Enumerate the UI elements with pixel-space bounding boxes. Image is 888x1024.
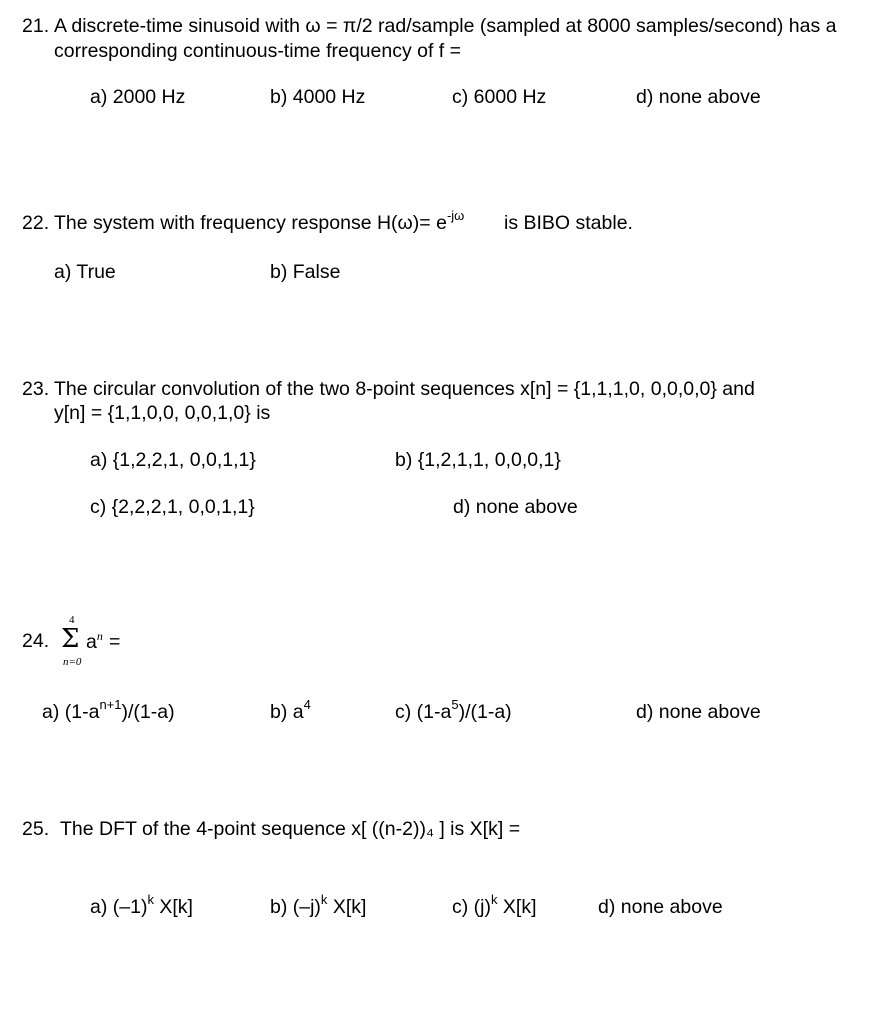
q23-option-b: b) {1,2,1,1, 0,0,0,1} bbox=[395, 449, 561, 471]
q25-option-c-prefix: c) (j) bbox=[452, 896, 491, 918]
q21-number: 21. bbox=[22, 15, 50, 37]
q24-option-b-exp: 4 bbox=[303, 697, 311, 712]
q24-option-a-suffix: )/(1-a) bbox=[121, 701, 175, 723]
sum-term bbox=[86, 629, 103, 653]
sum-term-base: a bbox=[86, 631, 97, 653]
q25-option-a-exp: k bbox=[147, 892, 154, 907]
q23-line1: The circular convolution of the two 8-point sequences x[n] = {1,1,1,0, 0,0,0,0} and bbox=[54, 378, 755, 400]
q23-line2: y[n] = {1,1,0,0, 0,0,1,0} is bbox=[54, 402, 271, 424]
q22-option-b: b) False bbox=[270, 261, 341, 283]
q23-option-c: c) {2,2,2,1, 0,0,1,1} bbox=[90, 496, 255, 518]
sum-term-exponent: n bbox=[96, 629, 103, 643]
q22-text-after: is BIBO stable. bbox=[504, 212, 633, 234]
q24-option-b-prefix: b) a bbox=[270, 701, 304, 723]
q23-option-d: d) none above bbox=[453, 496, 578, 518]
q25-option-c-exp: k bbox=[490, 892, 498, 907]
q22-exponent: -jω bbox=[446, 208, 465, 223]
q21-option-a: a) 2000 Hz bbox=[90, 86, 186, 108]
q25-option-c bbox=[452, 892, 537, 918]
sum-lower-limit: n=0 bbox=[63, 656, 82, 668]
q24-option-c-prefix: c) (1-a bbox=[395, 701, 452, 723]
q25-option-a bbox=[90, 892, 193, 918]
q24-option-c-exp: 5 bbox=[451, 697, 459, 712]
q25-option-d: d) none above bbox=[598, 896, 723, 918]
q24-option-a-prefix: a) (1-a bbox=[42, 701, 100, 723]
q22-number: 22. bbox=[22, 212, 50, 234]
q21-option-d: d) none above bbox=[636, 86, 761, 108]
q24-option-a-exp: n+1 bbox=[99, 697, 122, 712]
q21-line2: corresponding continuous-time frequency of f = bbox=[54, 40, 462, 62]
q25-option-b-exp: k bbox=[320, 892, 328, 907]
q25-option-b-suffix: X[k] bbox=[327, 896, 367, 918]
q24-option-a bbox=[42, 697, 175, 723]
q24-number: 24. bbox=[22, 630, 50, 652]
sum-upper-limit: 4 bbox=[69, 614, 75, 626]
q21-line1: A discrete-time sinusoid with ω = π/2 rad/sample (sampled at 8000 samples/second) has a bbox=[54, 15, 837, 37]
q25-option-a-prefix: a) (–1) bbox=[90, 896, 148, 918]
q25-option-a-suffix: X[k] bbox=[153, 896, 193, 918]
q22-text-before: The system with frequency response H(ω)= e bbox=[54, 212, 447, 234]
q24-option-b bbox=[270, 697, 311, 723]
q25-text: The DFT of the 4-point sequence x[ ((n-2))₄ ] is X[k] = bbox=[60, 818, 521, 840]
q25-option-c-suffix: X[k] bbox=[497, 896, 537, 918]
q25-option-b-prefix: b) (–j) bbox=[270, 896, 321, 918]
q24-option-d: d) none above bbox=[636, 701, 761, 723]
q25-number: 25. bbox=[22, 818, 50, 840]
sum-equals: = bbox=[109, 631, 121, 653]
q21-option-b: b) 4000 Hz bbox=[270, 86, 366, 108]
q25-option-b bbox=[270, 892, 367, 918]
q21-option-c: c) 6000 Hz bbox=[452, 86, 547, 108]
q24-option-c-suffix: )/(1-a) bbox=[458, 701, 512, 723]
q23-number: 23. bbox=[22, 378, 50, 400]
q23-option-a: a) {1,2,2,1, 0,0,1,1} bbox=[90, 449, 256, 471]
q22-option-a: a) True bbox=[54, 261, 116, 283]
q22-text bbox=[54, 208, 465, 234]
q24-option-c bbox=[395, 697, 512, 723]
summation-sign: Σ bbox=[61, 624, 80, 654]
